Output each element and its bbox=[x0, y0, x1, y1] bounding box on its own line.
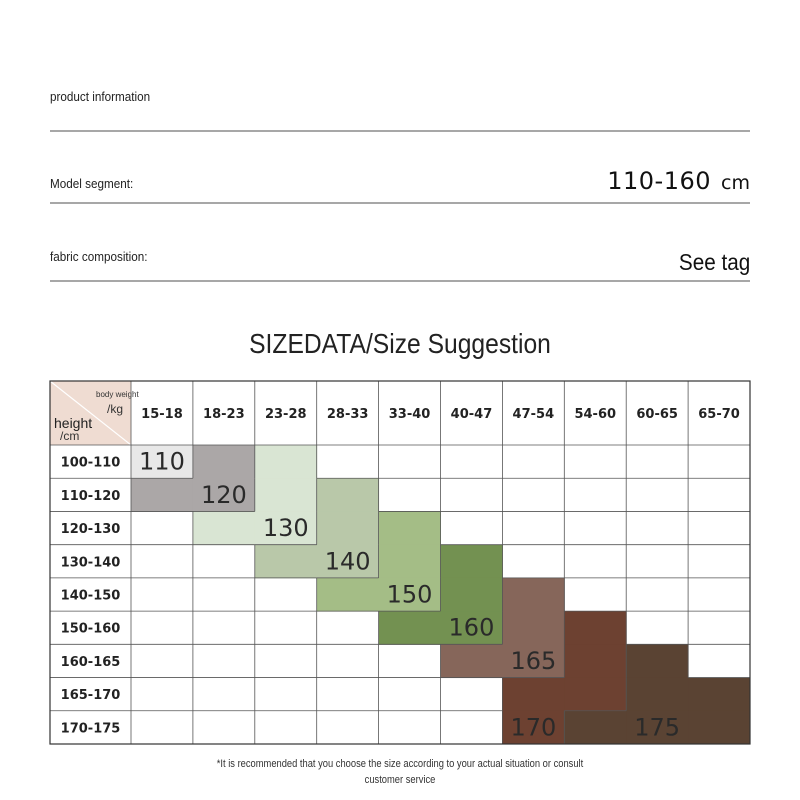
size-label: 160 bbox=[448, 613, 495, 642]
size-cell-170 bbox=[564, 644, 626, 678]
height-row-label: 120-130 bbox=[60, 522, 121, 538]
height-row-label: 150-160 bbox=[60, 621, 121, 637]
footnote bbox=[60, 756, 740, 788]
size-label: 175 bbox=[634, 713, 681, 742]
corner-height-unit: /cm bbox=[60, 429, 80, 443]
size-cell-175 bbox=[688, 678, 750, 712]
fabric-value: See tag bbox=[678, 249, 750, 275]
height-row-label: 100-110 bbox=[60, 455, 121, 471]
height-row-label: 110-120 bbox=[60, 488, 121, 504]
corner-weight-label: body weight bbox=[96, 390, 139, 399]
size-label: 150 bbox=[386, 580, 433, 609]
height-row-label: 140-150 bbox=[60, 588, 121, 604]
size-cell-175 bbox=[626, 644, 688, 678]
size-cell-165 bbox=[441, 644, 503, 678]
model-unit: cm bbox=[721, 172, 750, 194]
size-cell-150 bbox=[317, 578, 379, 612]
size-cell-120 bbox=[131, 478, 193, 512]
corner-height-label: height bbox=[54, 415, 93, 431]
weight-column-header: 33-40 bbox=[388, 407, 431, 422]
size-cell-165 bbox=[502, 578, 564, 612]
weight-column-header: 54-60 bbox=[574, 407, 617, 422]
size-cell-160 bbox=[379, 611, 441, 645]
size-cell-165 bbox=[502, 611, 564, 645]
size-label: 120 bbox=[200, 480, 247, 509]
size-cell-175 bbox=[688, 711, 750, 745]
model-segment-label: Model segment: bbox=[50, 176, 134, 191]
weight-column-header: 28-33 bbox=[326, 407, 369, 422]
size-cell-170 bbox=[564, 678, 626, 712]
height-row-label: 170-175 bbox=[60, 721, 121, 737]
weight-column-header: 18-23 bbox=[203, 407, 245, 422]
size-label: 165 bbox=[510, 646, 557, 675]
size-label: 130 bbox=[262, 514, 309, 543]
footnote-line-2: customer service bbox=[364, 774, 436, 786]
fabric-label: fabric composition: bbox=[50, 249, 148, 264]
weight-column-header: 65-70 bbox=[698, 407, 740, 422]
size-cell-175 bbox=[626, 678, 688, 712]
size-cell-150 bbox=[379, 511, 441, 545]
chart-title: SIZEDATA/Size Suggestion bbox=[249, 328, 551, 359]
size-label: 110 bbox=[139, 447, 185, 476]
corner-weight-unit: /kg bbox=[107, 402, 124, 416]
size-cell-140 bbox=[317, 511, 379, 545]
footnote-line-1: *It is recommended that you choose the size according to your actual situation or consult bbox=[216, 758, 584, 770]
size-cell-170 bbox=[502, 678, 564, 712]
size-label: 140 bbox=[324, 547, 371, 576]
size-cell-140 bbox=[255, 545, 317, 579]
weight-column-header: 15-18 bbox=[141, 407, 183, 422]
model-range: 110-160 bbox=[607, 167, 712, 195]
size-cell-130 bbox=[193, 511, 255, 545]
size-cell-150 bbox=[379, 545, 441, 579]
size-cell-130 bbox=[255, 478, 317, 512]
size-cell-160 bbox=[441, 578, 503, 612]
height-row-label: 130-140 bbox=[60, 555, 121, 571]
size-label: 170 bbox=[510, 713, 557, 742]
weight-column-header: 23-28 bbox=[264, 407, 307, 422]
size-cell-175 bbox=[564, 711, 626, 745]
weight-column-header: 47-54 bbox=[512, 407, 555, 422]
height-row-label: 160-165 bbox=[60, 654, 121, 670]
size-cell-170 bbox=[564, 611, 626, 645]
size-cell-160 bbox=[441, 545, 503, 579]
size-cell-130 bbox=[255, 445, 317, 479]
size-cell-140 bbox=[317, 478, 379, 512]
weight-column-header: 40-47 bbox=[450, 407, 493, 422]
product-info-label: product information bbox=[50, 89, 151, 104]
height-row-label: 165-170 bbox=[60, 688, 121, 704]
size-cell-120 bbox=[193, 445, 255, 479]
weight-column-header: 60-65 bbox=[636, 407, 678, 422]
